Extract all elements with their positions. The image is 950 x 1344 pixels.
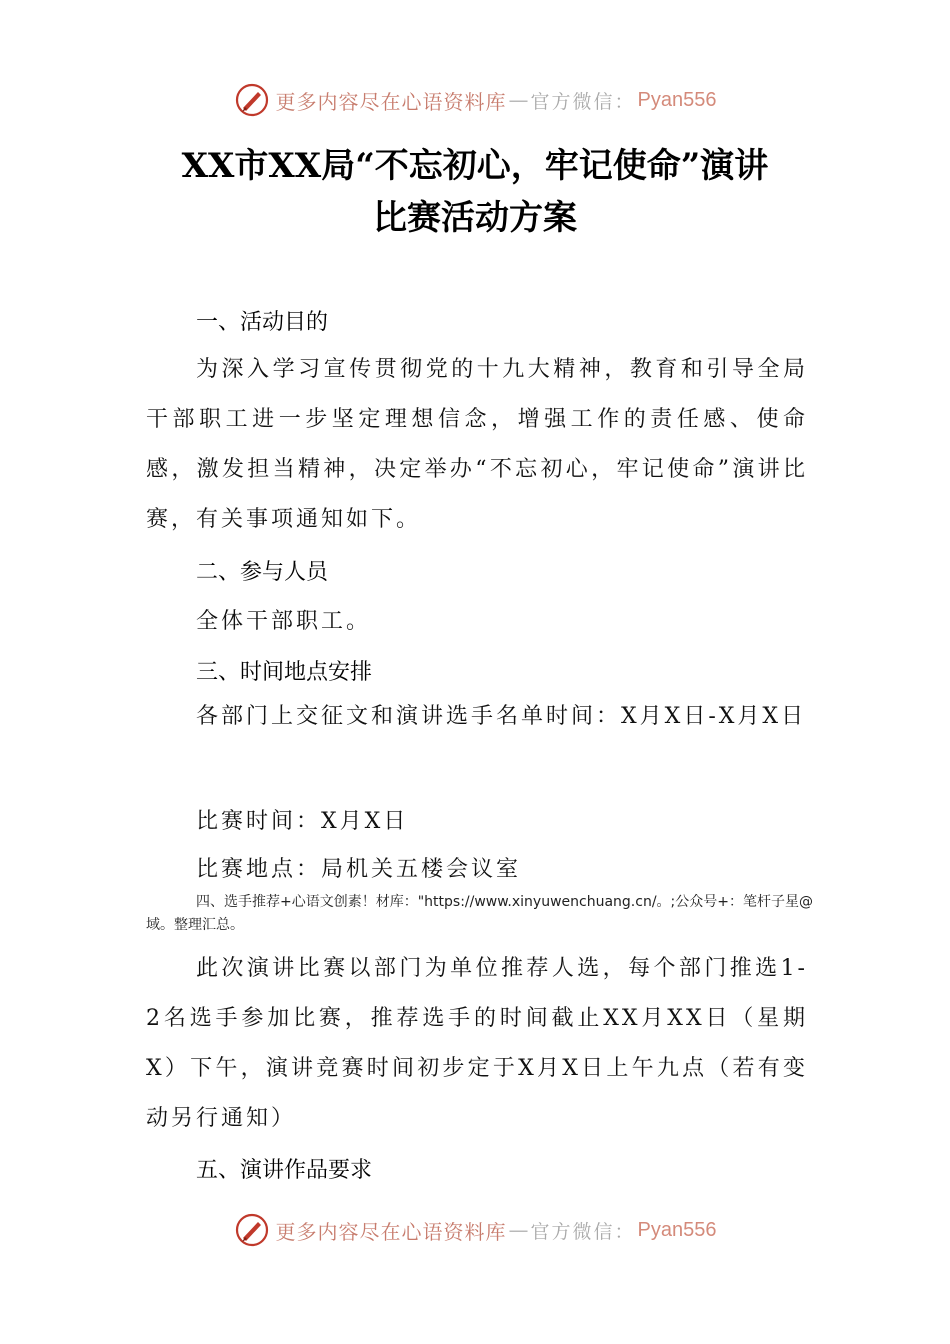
footer-banner	[0, 1208, 950, 1252]
document-title	[100, 140, 850, 244]
section-2-body: 全体干部职工。	[196, 609, 372, 634]
section-3-line-3: 比赛地点：局机关五楼会议室	[196, 857, 522, 882]
banner-wechat-label: 官方微信：	[530, 90, 636, 113]
banner-text: 更多内容尽在心语资料库	[275, 1219, 507, 1244]
section-1-body: 为深入学习宣传贯彻党的十九大精神，教育和引导全局干部职工进一步坚定理想信念，增强工作的责任感、使命感，激发担当精神，决定举办“不忘初心，牢记使命”演讲比赛，有关事项通知如下。	[146, 357, 808, 532]
section-4-note: 四、选手推荐+心语文创素！材库："https://www.xinyuwenchuang.cn/。;公众号+：笔杆子星@域。整理汇总。	[146, 894, 813, 933]
section-1-heading: 一、活动目的	[196, 310, 329, 335]
banner-separator: —	[508, 88, 529, 112]
pen-logo-icon	[234, 82, 270, 118]
banner-separator: —	[508, 1218, 529, 1242]
pen-logo-icon	[234, 1212, 270, 1248]
section-3-heading: 三、时间地点安排	[196, 660, 373, 685]
banner-wechat-id: Pyan556	[637, 1218, 717, 1241]
section-4-body: 此次演讲比赛以部门为单位推荐人选，每个部门推选1-2名选手参加比赛，推荐选手的时间截止XX月XX日（星期X）下午，演讲竞赛时间初步定于X月X日上午九点（若有变动另行通知）	[146, 956, 808, 1131]
header-banner	[0, 78, 950, 122]
section-5-heading: 五、演讲作品要求	[196, 1158, 373, 1183]
section-3-line-1: 各部门上交征文和演讲选手名单时间：X月X日-X月X日	[196, 704, 807, 729]
section-3-line-2: 比赛时间：X月X日	[196, 809, 409, 834]
banner-wechat-label: 官方微信：	[530, 1220, 636, 1243]
title-line-2: 比赛活动方案	[373, 198, 577, 238]
section-2-heading: 二、参与人员	[196, 560, 329, 585]
banner-text: 更多内容尽在心语资料库	[275, 89, 507, 114]
banner-wechat-id: Pyan556	[637, 88, 717, 111]
title-line-1: XX市XX局“不忘初心，牢记使命”演讲	[181, 146, 769, 186]
